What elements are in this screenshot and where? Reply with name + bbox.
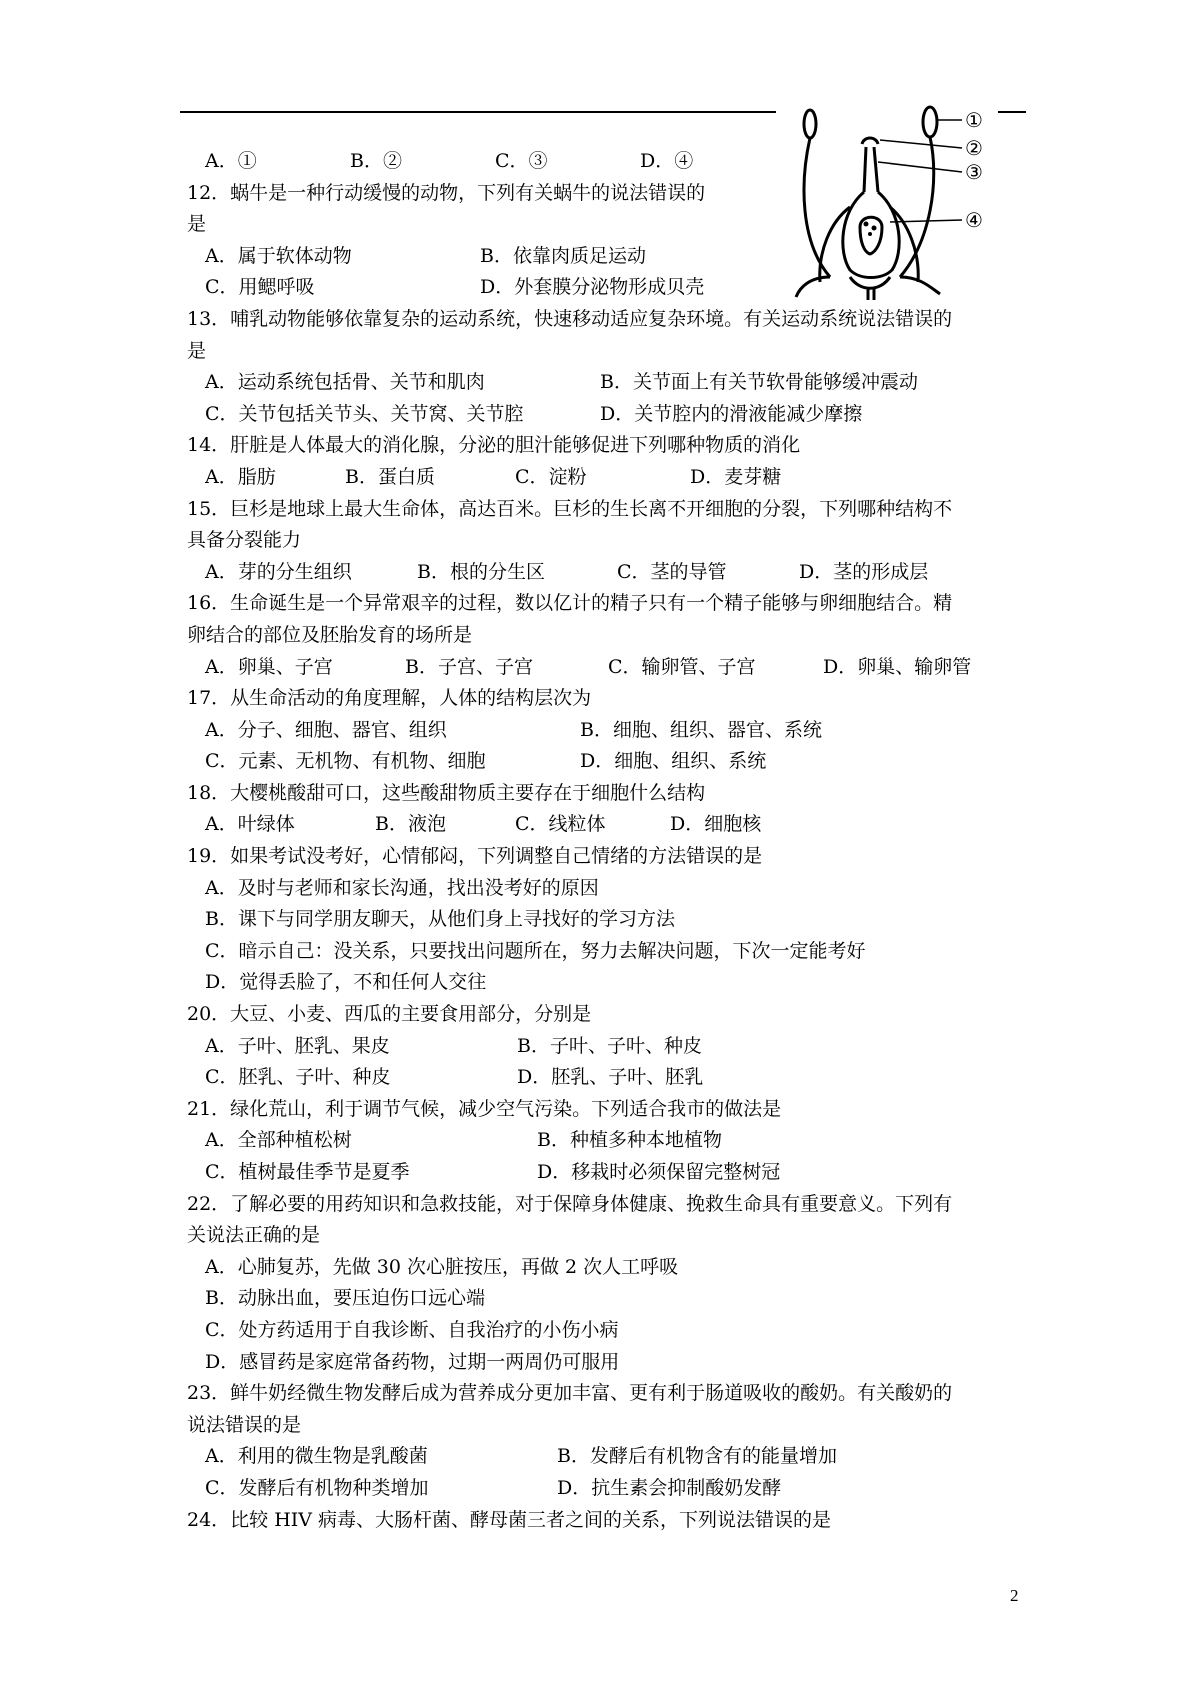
q22-option-c-row — [187, 1315, 1037, 1347]
q21-options-row2 — [187, 1157, 1037, 1189]
question-list — [187, 146, 1037, 1536]
q19-stem: 19．如果考试没考好，心情郁闷，下列调整自己情绪的方法错误的是 — [187, 845, 763, 868]
q16-option-b: B．子宫、子宫 — [405, 655, 533, 678]
q13-option-b: B．关节面上有关节软骨能够缓冲震动 — [600, 371, 918, 394]
q22-option-c: C．处方药适用于自我诊断、自我治疗的小伤小病 — [205, 1318, 619, 1341]
q12-stem-cont: 是 — [187, 213, 207, 236]
q17-option-a: A．分子、细胞、器官、组织 — [205, 718, 447, 741]
q19-option-d-row — [187, 967, 1037, 999]
q15-option-a: A．芽的分生组织 — [205, 560, 352, 583]
q11-option-a: A．① — [205, 150, 257, 172]
q14-option-a: A．脂肪 — [205, 465, 276, 488]
q11-option-b: B．② — [350, 150, 402, 172]
q13-option-c: C．关节包括关节头、关节窝、关节腔 — [205, 402, 524, 425]
q16-option-c: C．输卵管、子宫 — [608, 655, 756, 678]
q14-option-b: B．蛋白质 — [345, 465, 435, 488]
q21-option-b: B．种植多种本地植物 — [537, 1129, 722, 1152]
q23-option-c: C．发酵后有机物种类增加 — [205, 1476, 429, 1499]
q17-options-row1 — [187, 715, 1037, 747]
q19-option-b-row — [187, 904, 1037, 936]
q19-option-c: C．暗示自己：没关系，只要找出问题所在，努力去解决问题，下次一定能考好 — [205, 939, 866, 962]
q13-stem-cont: 是 — [187, 339, 207, 362]
q11-option-d: D．④ — [640, 150, 694, 172]
q18-stem: 18．大樱桃酸甜可口，这些酸甜物质主要存在于细胞什么结构 — [187, 781, 706, 804]
q22-stem-cont: 关说法正确的是 — [187, 1224, 321, 1247]
q17-options-row2 — [187, 746, 1037, 778]
q17-option-c: C．元素、无机物、有机物、细胞 — [205, 750, 486, 773]
q12-options-row2 — [187, 272, 1037, 304]
q18-option-a: A．叶绿体 — [205, 813, 295, 836]
q23-option-a: A．利用的微生物是乳酸菌 — [205, 1445, 428, 1468]
q23-option-d: D．抗生素会抑制酸奶发酵 — [557, 1476, 782, 1499]
page-number: 2 — [1010, 1586, 1019, 1605]
q16-option-a: A．卵巢、子宫 — [205, 655, 333, 678]
q16-options — [187, 652, 1037, 684]
q12-option-d: D．外套膜分泌物形成贝壳 — [480, 276, 705, 299]
q23-options-row1 — [187, 1441, 1037, 1473]
q13-stem: 13．哺乳动物能够依靠复杂的运动系统，快速移动适应复杂环境。有关运动系统说法错误的 — [187, 307, 953, 330]
q22-stem: 22．了解必要的用药知识和急救技能，对于保障身体健康、挽救生命具有重要意义。下列有 — [187, 1192, 953, 1215]
q13-option-a: A．运动系统包括骨、关节和肌肉 — [205, 371, 485, 394]
q20-option-a: A．子叶、胚乳、果皮 — [205, 1034, 390, 1057]
q11-option-c: C．③ — [495, 150, 548, 172]
q15-stem-cont: 具备分裂能力 — [187, 529, 302, 552]
header-rule — [180, 111, 776, 113]
q13-option-d: D．关节腔内的滑液能减少摩擦 — [600, 402, 863, 425]
q18-option-d: D．细胞核 — [670, 813, 762, 836]
q12-options-row1 — [187, 241, 1037, 273]
q23-options-row2 — [187, 1473, 1037, 1505]
q21-option-c: C．植树最佳季节是夏季 — [205, 1161, 410, 1183]
q20-option-d: D．胚乳、子叶、胚乳 — [517, 1066, 704, 1089]
q22-option-d-row — [187, 1347, 1037, 1379]
q19-option-c-row — [187, 936, 1037, 968]
q22-option-b-row — [187, 1283, 1037, 1315]
figure-label-1: ① — [965, 108, 983, 132]
q15-option-b: B．根的分生区 — [417, 560, 545, 583]
q18-option-b: B．液泡 — [375, 813, 446, 836]
q16-stem: 16．生命诞生是一个异常艰辛的过程，数以亿计的精子只有一个精子能够与卵细胞结合。精 — [187, 592, 953, 615]
q15-option-d: D．茎的形成层 — [799, 560, 929, 583]
q20-options-row1 — [187, 1031, 1037, 1063]
q21-stem: 21．绿化荒山，利于调节气候，减少空气污染。下列适合我市的做法是 — [187, 1097, 782, 1120]
q15-stem: 15．巨杉是地球上最大生命体，高达百米。巨杉的生长离不开细胞的分裂，下列哪种结构不 — [187, 497, 953, 520]
q12-option-a: A．属于软体动物 — [205, 244, 352, 267]
q17-stem: 17．从生命活动的角度理解，人体的结构层次为 — [187, 687, 592, 710]
q19-option-a-row — [187, 873, 1037, 905]
q20-stem: 20．大豆、小麦、西瓜的主要食用部分，分别是 — [187, 1003, 592, 1026]
q13-options-row1 — [187, 367, 1037, 399]
q23-stem: 23．鲜牛奶经微生物发酵后成为营养成分更加丰富、更有利于肠道吸收的酸奶。有关酸奶的 — [187, 1382, 953, 1405]
q21-option-d: D．移栽时必须保留完整树冠 — [537, 1161, 781, 1183]
q20-options-row2 — [187, 1062, 1037, 1094]
q12-stem: 12．蜗牛是一种行动缓慢的动物，下列有关蜗牛的说法错误的 — [187, 181, 706, 204]
q16-option-d: D．卵巢、输卵管 — [823, 655, 972, 678]
figure-label-2: ② — [965, 136, 983, 160]
q24-stem: 24．比较 HIV 病毒、大肠杆菌、酵母菌三者之间的关系，下列说法错误的是 — [187, 1508, 832, 1531]
q22-option-b: B．动脉出血，要压迫伤口远心端 — [205, 1287, 485, 1310]
q21-options-row1 — [187, 1125, 1037, 1157]
q15-option-c: C．茎的导管 — [617, 560, 727, 583]
q20-option-b: B．子叶、子叶、种皮 — [517, 1034, 702, 1057]
q19-option-a: A．及时与老师和家长沟通，找出没考好的原因 — [205, 876, 599, 899]
q18-options — [187, 809, 1037, 841]
q19-option-d: D．觉得丢脸了，不和任何人交往 — [205, 971, 487, 994]
q17-option-b: B．细胞、组织、器官、系统 — [580, 718, 822, 741]
q14-options — [187, 462, 1037, 494]
q12-option-c: C．用鳃呼吸 — [205, 276, 315, 299]
q13-options-row2 — [187, 399, 1037, 431]
q14-option-d: D．麦芽糖 — [690, 465, 782, 488]
q15-options — [187, 557, 1037, 589]
q19-option-b: B．课下与同学朋友聊天，从他们身上寻找好的学习方法 — [205, 908, 675, 931]
q11-options — [187, 146, 1037, 178]
q18-option-c: C．线粒体 — [515, 813, 606, 836]
q22-option-a-row — [187, 1252, 1037, 1284]
q23-option-b: B．发酵后有机物含有的能量增加 — [557, 1445, 837, 1468]
q22-option-d: D．感冒药是家庭常备药物，过期一两周仍可服用 — [205, 1350, 620, 1373]
q21-option-a: A．全部种植松树 — [205, 1129, 352, 1152]
q12-option-b: B．依靠肉质足运动 — [480, 244, 646, 267]
q16-stem-cont: 卵结合的部位及胚胎发育的场所是 — [187, 623, 473, 646]
q17-option-d: D．细胞、组织、系统 — [580, 750, 767, 773]
q23-stem-cont: 说法错误的是 — [187, 1413, 302, 1436]
q14-option-c: C．淀粉 — [515, 465, 587, 488]
q20-option-c: C．胚乳、子叶、种皮 — [205, 1066, 391, 1089]
q14-stem: 14．肝脏是人体最大的消化腺，分泌的胆汁能够促进下列哪种物质的消化 — [187, 434, 801, 457]
figure-label-4: ④ — [965, 208, 983, 232]
figure-label-3: ③ — [965, 160, 983, 184]
q22-option-a: A．心肺复苏，先做 30 次心脏按压，再做 2 次人工呼吸 — [205, 1255, 679, 1278]
